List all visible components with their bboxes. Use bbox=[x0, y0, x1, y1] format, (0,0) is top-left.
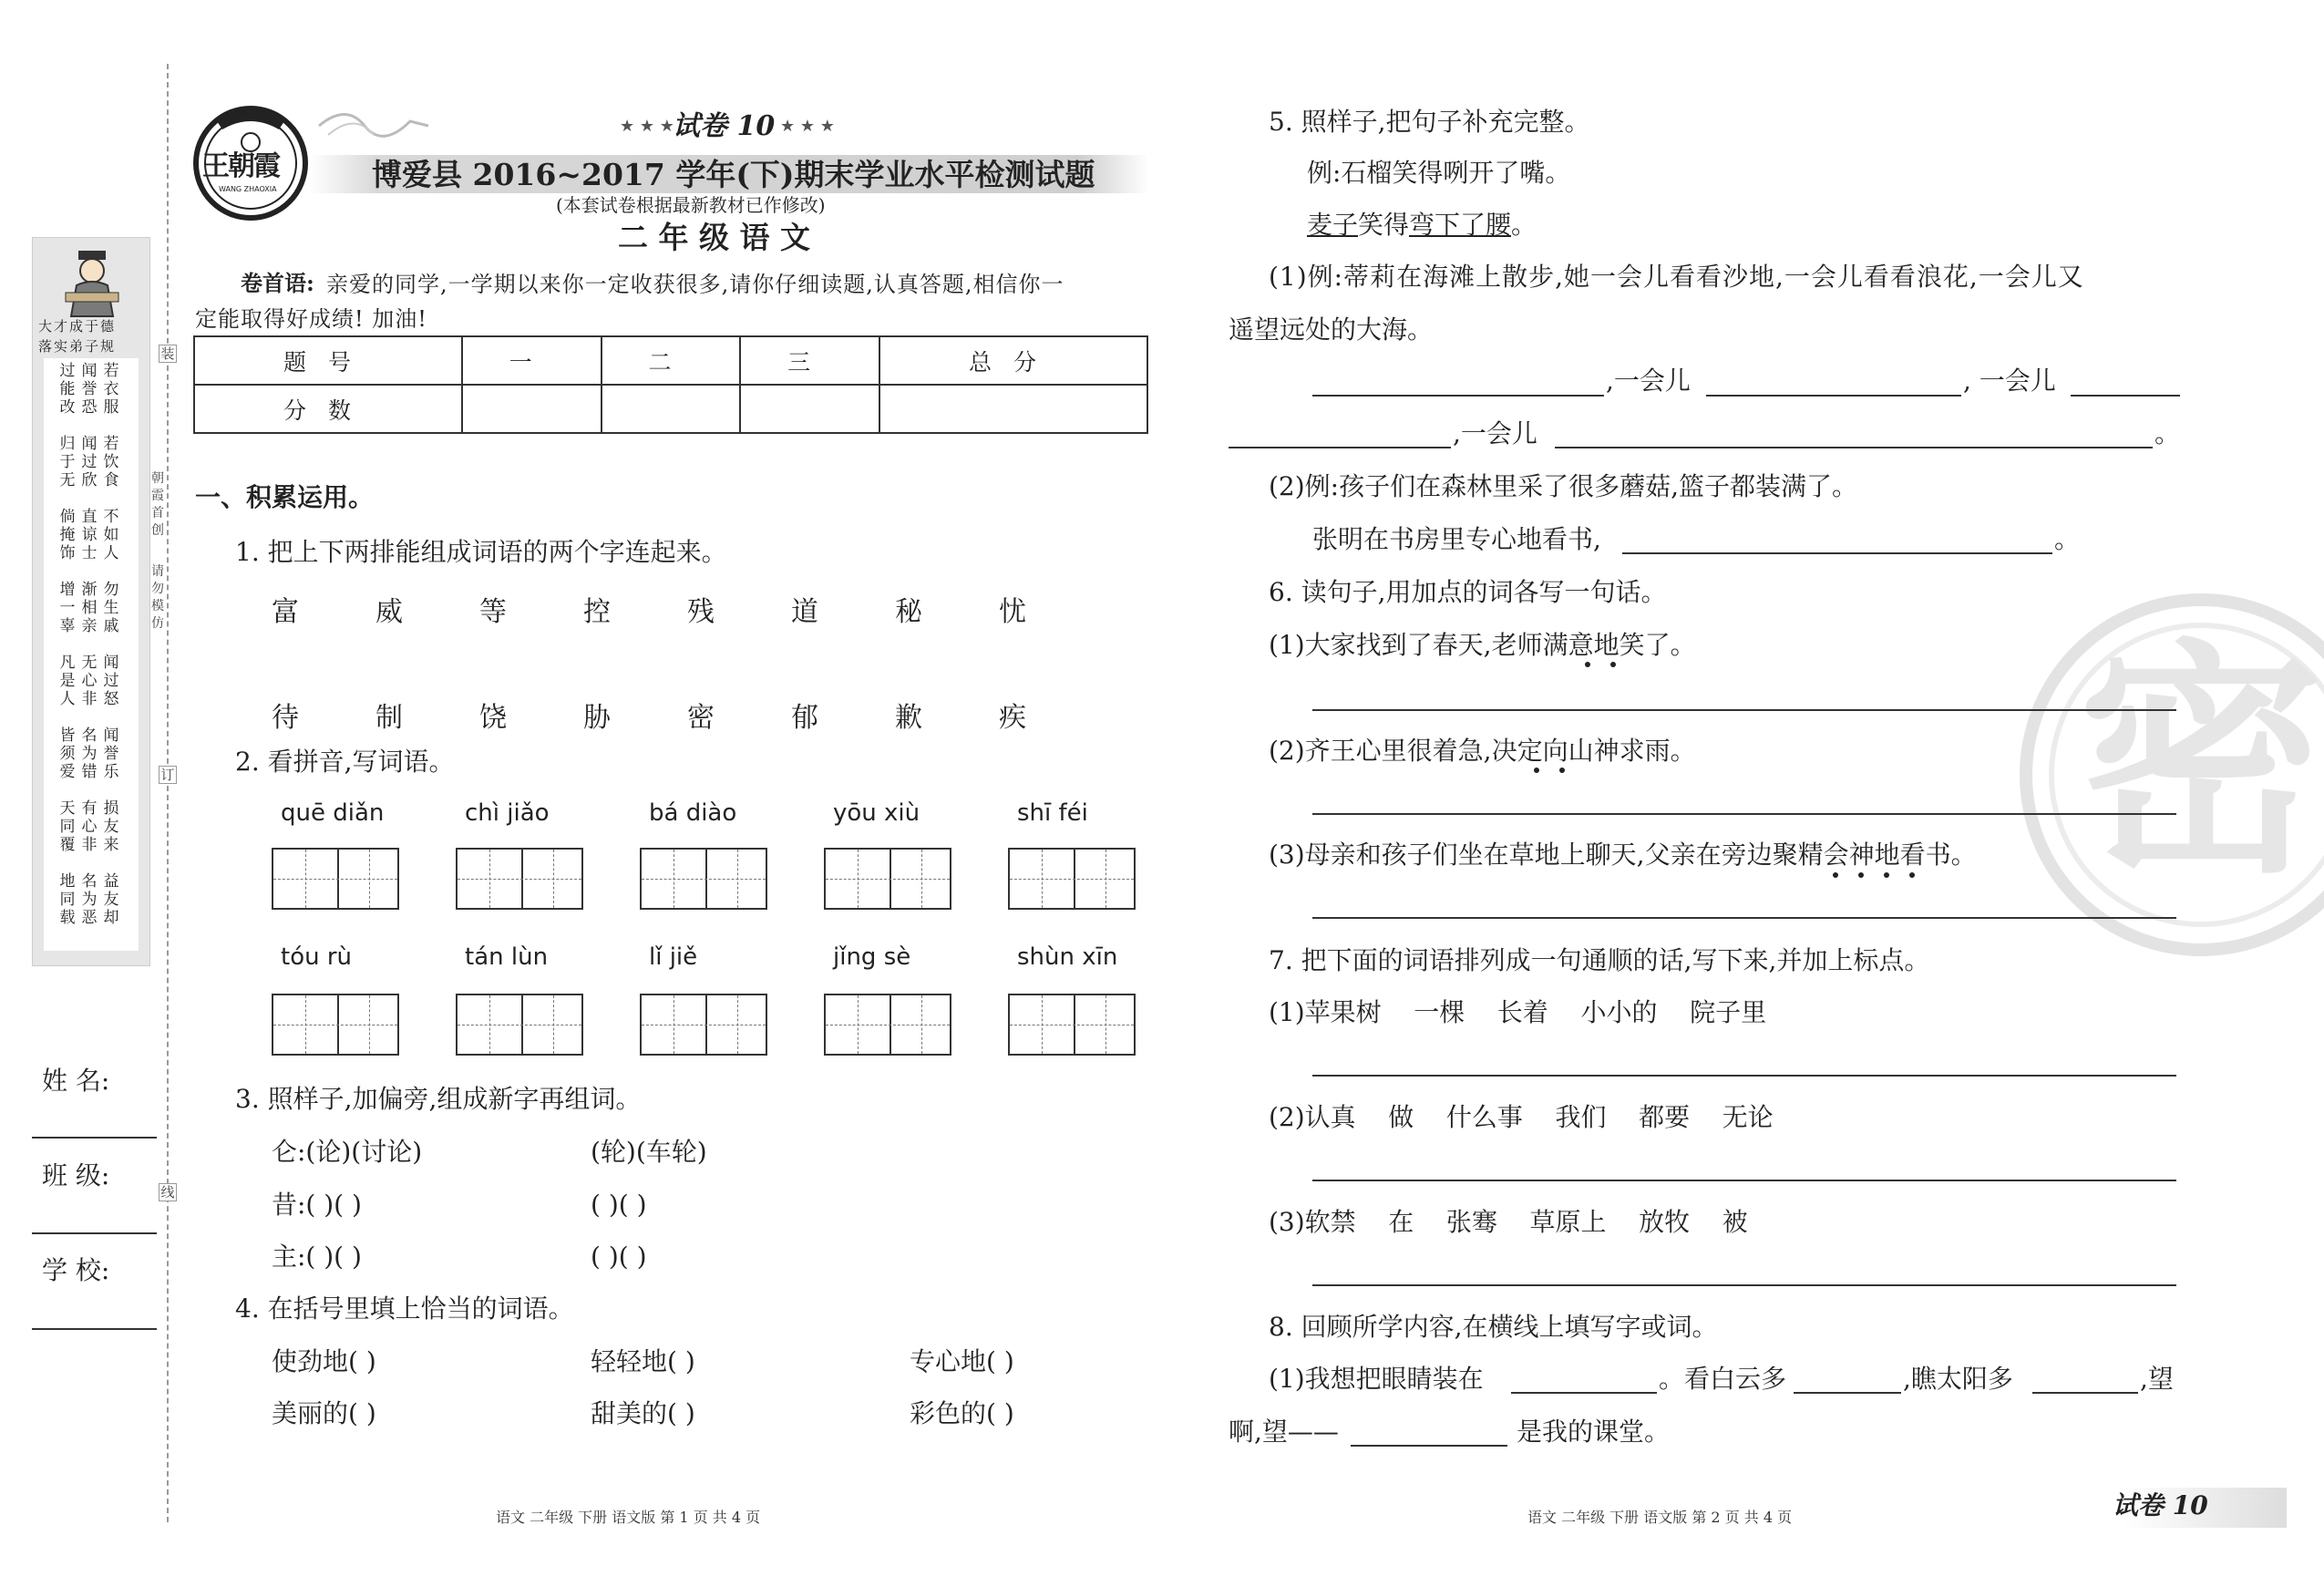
q3-title: 3. 照样子,加偏旁,组成新字再组词。 bbox=[235, 1084, 642, 1114]
maxim-column: 无心非 bbox=[81, 654, 98, 708]
stars-right: ★ ★ ★ bbox=[780, 117, 835, 136]
q5-connector-3: ,一会儿 bbox=[1453, 418, 1537, 448]
q5-part1-line2: 遥望远处的大海。 bbox=[1229, 314, 1434, 345]
q5-part2-line1: (2)例:孩子们在森林里采了很多蘑菇,篮子都装满了。 bbox=[1269, 471, 1857, 501]
maxim-column: 凡是人 bbox=[59, 654, 76, 708]
margin-motto-2: 落实弟子规 bbox=[38, 338, 117, 355]
q2-pinyin: chì jiǎo bbox=[465, 799, 550, 827]
q2-pinyin: jǐng sè bbox=[833, 943, 911, 971]
q6-sentence-1: (1)大家找到了春天,老师满意地笑了。 bbox=[1269, 630, 1696, 660]
school-field[interactable] bbox=[32, 1328, 157, 1330]
q5-blank-4[interactable] bbox=[1229, 447, 1451, 448]
q7-answer-line-2[interactable] bbox=[1312, 1180, 2176, 1181]
q5-part1-line1: (1)例:蒂莉在海滩上散步,她一会儿看看沙地,一会儿看看浪花,一会儿又 bbox=[1269, 262, 2084, 292]
score-head-1: 一 bbox=[462, 336, 602, 385]
q5-blank-1[interactable] bbox=[1312, 395, 1604, 397]
margin-maxim-panel bbox=[32, 237, 150, 966]
maxim-column: 损友来 bbox=[103, 799, 119, 854]
maxim-column: 闻过怒 bbox=[103, 654, 119, 708]
corner-paper-tag: 试卷 10 bbox=[2113, 1490, 2208, 1520]
q5-part2-blank[interactable] bbox=[1622, 552, 2052, 554]
q2-writing-box[interactable] bbox=[824, 994, 951, 1056]
class-label: 班 级: bbox=[42, 1160, 110, 1190]
q7-item-1: (1)苹果树 一棵 长着 小小的 院子里 bbox=[1269, 997, 1767, 1027]
q8-title: 8. 回顾所学内容,在横线上填写字或词。 bbox=[1269, 1312, 1718, 1342]
q5-connector-1: ,一会儿 bbox=[1606, 366, 1691, 396]
q4-item-5[interactable]: 甜美的( ) bbox=[591, 1398, 695, 1428]
logo-text: 王朝霞 bbox=[202, 150, 279, 182]
q3-example-1: 仑:(论)(讨论) bbox=[272, 1137, 423, 1167]
maxim-column: 益友却 bbox=[103, 872, 119, 927]
score-row-label: 分数 bbox=[194, 385, 462, 433]
exam-subtitle: (本套试卷根据最新教材已作修改) bbox=[556, 194, 826, 216]
footer-left: 语文 二年级 下册 语文版 第 1 页 共 4 页 bbox=[496, 1509, 761, 1526]
q1-top-char[interactable]: 秘 bbox=[895, 596, 922, 628]
footer-right: 语文 二年级 下册 语文版 第 2 页 共 4 页 bbox=[1527, 1509, 1793, 1526]
score-cell-3[interactable] bbox=[740, 385, 879, 433]
q6-sentence-3: (3)母亲和孩子们坐在草地上聊天,父亲在旁边聚精会神地看书。 bbox=[1269, 840, 1977, 870]
q5-title: 5. 照样子,把句子补充完整。 bbox=[1269, 107, 1590, 137]
q2-writing-box[interactable] bbox=[272, 848, 399, 910]
q2-writing-box[interactable] bbox=[640, 848, 767, 910]
maxim-box bbox=[44, 358, 139, 951]
school-label: 学 校: bbox=[42, 1255, 110, 1285]
maxim-column: 名为错 bbox=[81, 727, 98, 781]
score-head-3: 三 bbox=[740, 336, 879, 385]
q2-writing-box[interactable] bbox=[1008, 994, 1136, 1056]
q8-blank-4[interactable] bbox=[1351, 1445, 1507, 1447]
q4-item-4[interactable]: 美丽的( ) bbox=[272, 1398, 376, 1428]
q7-answer-line-1[interactable] bbox=[1312, 1075, 2176, 1077]
q1-top-char[interactable]: 控 bbox=[583, 596, 611, 628]
exam-title: 博爱县 2016~2017 学年(下)期末学业水平检测试题 bbox=[372, 157, 1095, 192]
q8-text-3: ,瞧太阳多 bbox=[1903, 1364, 2013, 1394]
q2-writing-box[interactable] bbox=[1008, 848, 1136, 910]
q1-bottom-char[interactable]: 饶 bbox=[479, 702, 507, 734]
q5-example-end: 。 bbox=[1511, 210, 1537, 240]
q7-answer-line-3[interactable] bbox=[1312, 1284, 2176, 1286]
q8-blank-2[interactable] bbox=[1794, 1392, 1901, 1394]
emphasis-dot bbox=[1858, 872, 1864, 878]
q1-top-char[interactable]: 残 bbox=[687, 596, 715, 628]
q8-blank-1[interactable] bbox=[1511, 1392, 1657, 1394]
q2-pinyin: tán lùn bbox=[465, 943, 549, 971]
maxim-column: 有心非 bbox=[81, 799, 98, 854]
q1-bottom-char[interactable]: 疾 bbox=[999, 702, 1026, 734]
q6-answer-line-2[interactable] bbox=[1312, 813, 2176, 815]
q4-item-3[interactable]: 专心地( ) bbox=[910, 1346, 1014, 1376]
maxim-column: 闻过欣 bbox=[81, 435, 98, 489]
maxim-column: 过能改 bbox=[59, 362, 76, 417]
q8-blank-3[interactable] bbox=[2032, 1392, 2138, 1394]
emphasis-dot bbox=[1559, 768, 1565, 773]
q2-title: 2. 看拼音,写词语。 bbox=[235, 747, 455, 777]
q2-writing-box[interactable] bbox=[272, 994, 399, 1056]
score-cell-2[interactable] bbox=[602, 385, 741, 433]
q1-title: 1. 把上下两排能组成词语的两个字连起来。 bbox=[235, 537, 727, 567]
q8-text-4: ,望 bbox=[2140, 1364, 2174, 1394]
q2-pinyin: lǐ jiě bbox=[649, 943, 698, 971]
logo-pinyin: WANG ZHAOXIA bbox=[219, 185, 277, 193]
paper-tag: 试卷 10 bbox=[673, 110, 776, 142]
grade-subject: 二 年 级 语 文 bbox=[618, 220, 810, 255]
q2-pinyin: shùn xīn bbox=[1017, 943, 1118, 971]
maxim-column: 勿生戚 bbox=[103, 581, 119, 635]
q1-top-char[interactable]: 威 bbox=[375, 596, 403, 628]
maxim-column: 增一辜 bbox=[59, 581, 76, 635]
q5-part2-end: 。 bbox=[2054, 524, 2081, 554]
q1-bottom-char[interactable]: 密 bbox=[687, 702, 715, 734]
q8-text-2: 。看白云多 bbox=[1659, 1364, 1787, 1394]
margin-motto-1: 大才成于德 bbox=[38, 318, 117, 335]
q6-title: 6. 读句子,用加点的词各写一句话。 bbox=[1269, 577, 1667, 607]
q3-row2-right[interactable]: ( )( ) bbox=[591, 1242, 647, 1272]
section1-title: 一、积累运用。 bbox=[195, 482, 375, 512]
maxim-column: 若衣服 bbox=[103, 362, 119, 417]
q4-title: 4. 在括号里填上恰当的词语。 bbox=[235, 1293, 574, 1324]
intro-text-2: 定能取得好成绩! 加油! bbox=[195, 306, 427, 332]
ribbon-decoration-icon bbox=[310, 98, 437, 153]
emphasis-dot bbox=[1610, 662, 1616, 667]
seal-label-ding: 订 bbox=[159, 766, 177, 784]
name-label: 姓 名: bbox=[42, 1066, 110, 1096]
q1-top-char[interactable]: 富 bbox=[272, 596, 299, 628]
watermark-char: 密 bbox=[2078, 616, 2324, 906]
side-note-no-copy: 请勿模仿 bbox=[151, 564, 164, 631]
emphasis-dot bbox=[1833, 872, 1838, 878]
seal-label-zhuang: 装 bbox=[159, 345, 177, 363]
q4-item-1[interactable]: 使劲地( ) bbox=[272, 1346, 376, 1376]
emphasis-dot bbox=[1534, 768, 1539, 773]
q1-top-char[interactable]: 等 bbox=[479, 596, 507, 628]
class-field[interactable] bbox=[32, 1232, 157, 1234]
q1-bottom-char[interactable]: 胁 bbox=[583, 702, 611, 734]
q4-item-6[interactable]: 彩色的( ) bbox=[910, 1398, 1014, 1428]
side-note-original: 朝霞首创 bbox=[151, 471, 164, 538]
score-cell-total[interactable] bbox=[879, 385, 1147, 433]
q1-bottom-char[interactable]: 制 bbox=[375, 702, 403, 734]
q8-text-6: 是我的课堂。 bbox=[1517, 1417, 1671, 1447]
q5-example-verb: 笑得 bbox=[1358, 210, 1410, 240]
name-field[interactable] bbox=[32, 1137, 157, 1139]
q5-example-result: 弯下了腰 bbox=[1409, 210, 1512, 240]
maxim-column: 地同载 bbox=[59, 872, 76, 927]
q5-blank-end: 。 bbox=[2154, 418, 2181, 448]
binding-dashed-line bbox=[167, 64, 169, 1522]
q1-bottom-char[interactable]: 郁 bbox=[791, 702, 818, 734]
q5-blank-3[interactable] bbox=[2071, 395, 2180, 397]
q2-pinyin: bá diào bbox=[649, 799, 737, 827]
maxim-column: 不如人 bbox=[103, 508, 119, 562]
emphasis-dot bbox=[1585, 662, 1590, 667]
q5-example-subject: 麦子 bbox=[1307, 210, 1359, 240]
q5-connector-2: , 一会儿 bbox=[1963, 366, 2056, 396]
emphasis-dot bbox=[1884, 872, 1889, 878]
maxim-column: 闻誉恐 bbox=[81, 362, 98, 417]
q2-writing-box[interactable] bbox=[456, 994, 583, 1056]
intro-text-1: 亲爱的同学,一学期以来你一定收获很多,请你仔细读题,认真答题,相信你一 bbox=[326, 272, 1064, 297]
q2-pinyin: quē diǎn bbox=[281, 799, 385, 827]
q7-title: 7. 把下面的词语排列成一句通顺的话,写下来,并加上标点。 bbox=[1269, 945, 1930, 975]
q1-bottom-char[interactable]: 歉 bbox=[895, 702, 922, 734]
q1-top-char[interactable]: 道 bbox=[791, 596, 818, 628]
score-cell-1[interactable] bbox=[462, 385, 602, 433]
maxim-column: 归于无 bbox=[59, 435, 76, 489]
q2-pinyin: yōu xiù bbox=[833, 799, 920, 827]
maxim-column: 天同覆 bbox=[59, 799, 76, 854]
q2-writing-box[interactable] bbox=[456, 848, 583, 910]
maxim-column: 闻誉乐 bbox=[103, 727, 119, 781]
maxim-column: 皆须爱 bbox=[59, 727, 76, 781]
score-table bbox=[193, 335, 1148, 434]
q6-sentence-2: (2)齐王心里很着急,决定向山神求雨。 bbox=[1269, 736, 1696, 766]
maxim-column: 若饮食 bbox=[103, 435, 119, 489]
q5-blank-2[interactable] bbox=[1706, 395, 1961, 397]
q7-item-3: (3)软禁 在 张骞 草原上 放牧 被 bbox=[1269, 1207, 1748, 1237]
q4-item-2[interactable]: 轻轻地( ) bbox=[591, 1346, 695, 1376]
q2-writing-box[interactable] bbox=[824, 848, 951, 910]
maxim-column: 名为恶 bbox=[81, 872, 98, 927]
q3-row1-left[interactable]: 昔:( )( ) bbox=[272, 1190, 362, 1220]
score-head-question: 题号 bbox=[194, 336, 462, 385]
q3-row2-left[interactable]: 主:( )( ) bbox=[272, 1242, 362, 1272]
q1-bottom-char[interactable]: 待 bbox=[272, 702, 299, 734]
q7-item-2: (2)认真 做 什么事 我们 都要 无论 bbox=[1269, 1102, 1774, 1132]
intro-label: 卷首语: bbox=[241, 270, 314, 296]
q5-example: 例:石榴笑得咧开了嘴。 bbox=[1307, 158, 1571, 188]
q1-top-char[interactable]: 忧 bbox=[999, 596, 1026, 628]
stars-left: ★ ★ ★ bbox=[620, 117, 674, 136]
q2-pinyin: tóu rù bbox=[281, 943, 353, 971]
score-head-2: 二 bbox=[602, 336, 741, 385]
q5-blank-5[interactable] bbox=[1555, 447, 2153, 448]
maxim-column: 直谅士 bbox=[81, 508, 98, 562]
q8-text-5: 啊,望—— bbox=[1229, 1417, 1339, 1447]
q3-example-2: (轮)(车轮) bbox=[591, 1137, 707, 1167]
seal-label-xian: 线 bbox=[159, 1183, 177, 1201]
maxim-column: 倘掩饰 bbox=[59, 508, 76, 562]
q3-row1-right[interactable]: ( )( ) bbox=[591, 1190, 647, 1220]
q5-part2-line2: 张明在书房里专心地看书, bbox=[1312, 524, 1601, 554]
q2-pinyin: shī féi bbox=[1017, 799, 1088, 827]
emphasis-dot bbox=[1909, 872, 1915, 878]
q2-writing-box[interactable] bbox=[640, 994, 767, 1056]
maxim-column: 渐相亲 bbox=[81, 581, 98, 635]
scholar-figure-icon bbox=[60, 245, 124, 316]
q6-answer-line-3[interactable] bbox=[1312, 917, 2176, 919]
score-head-total: 总分 bbox=[879, 336, 1147, 385]
q6-answer-line-1[interactable] bbox=[1312, 709, 2176, 711]
q8-text-1: (1)我想把眼睛装在 bbox=[1269, 1364, 1484, 1394]
